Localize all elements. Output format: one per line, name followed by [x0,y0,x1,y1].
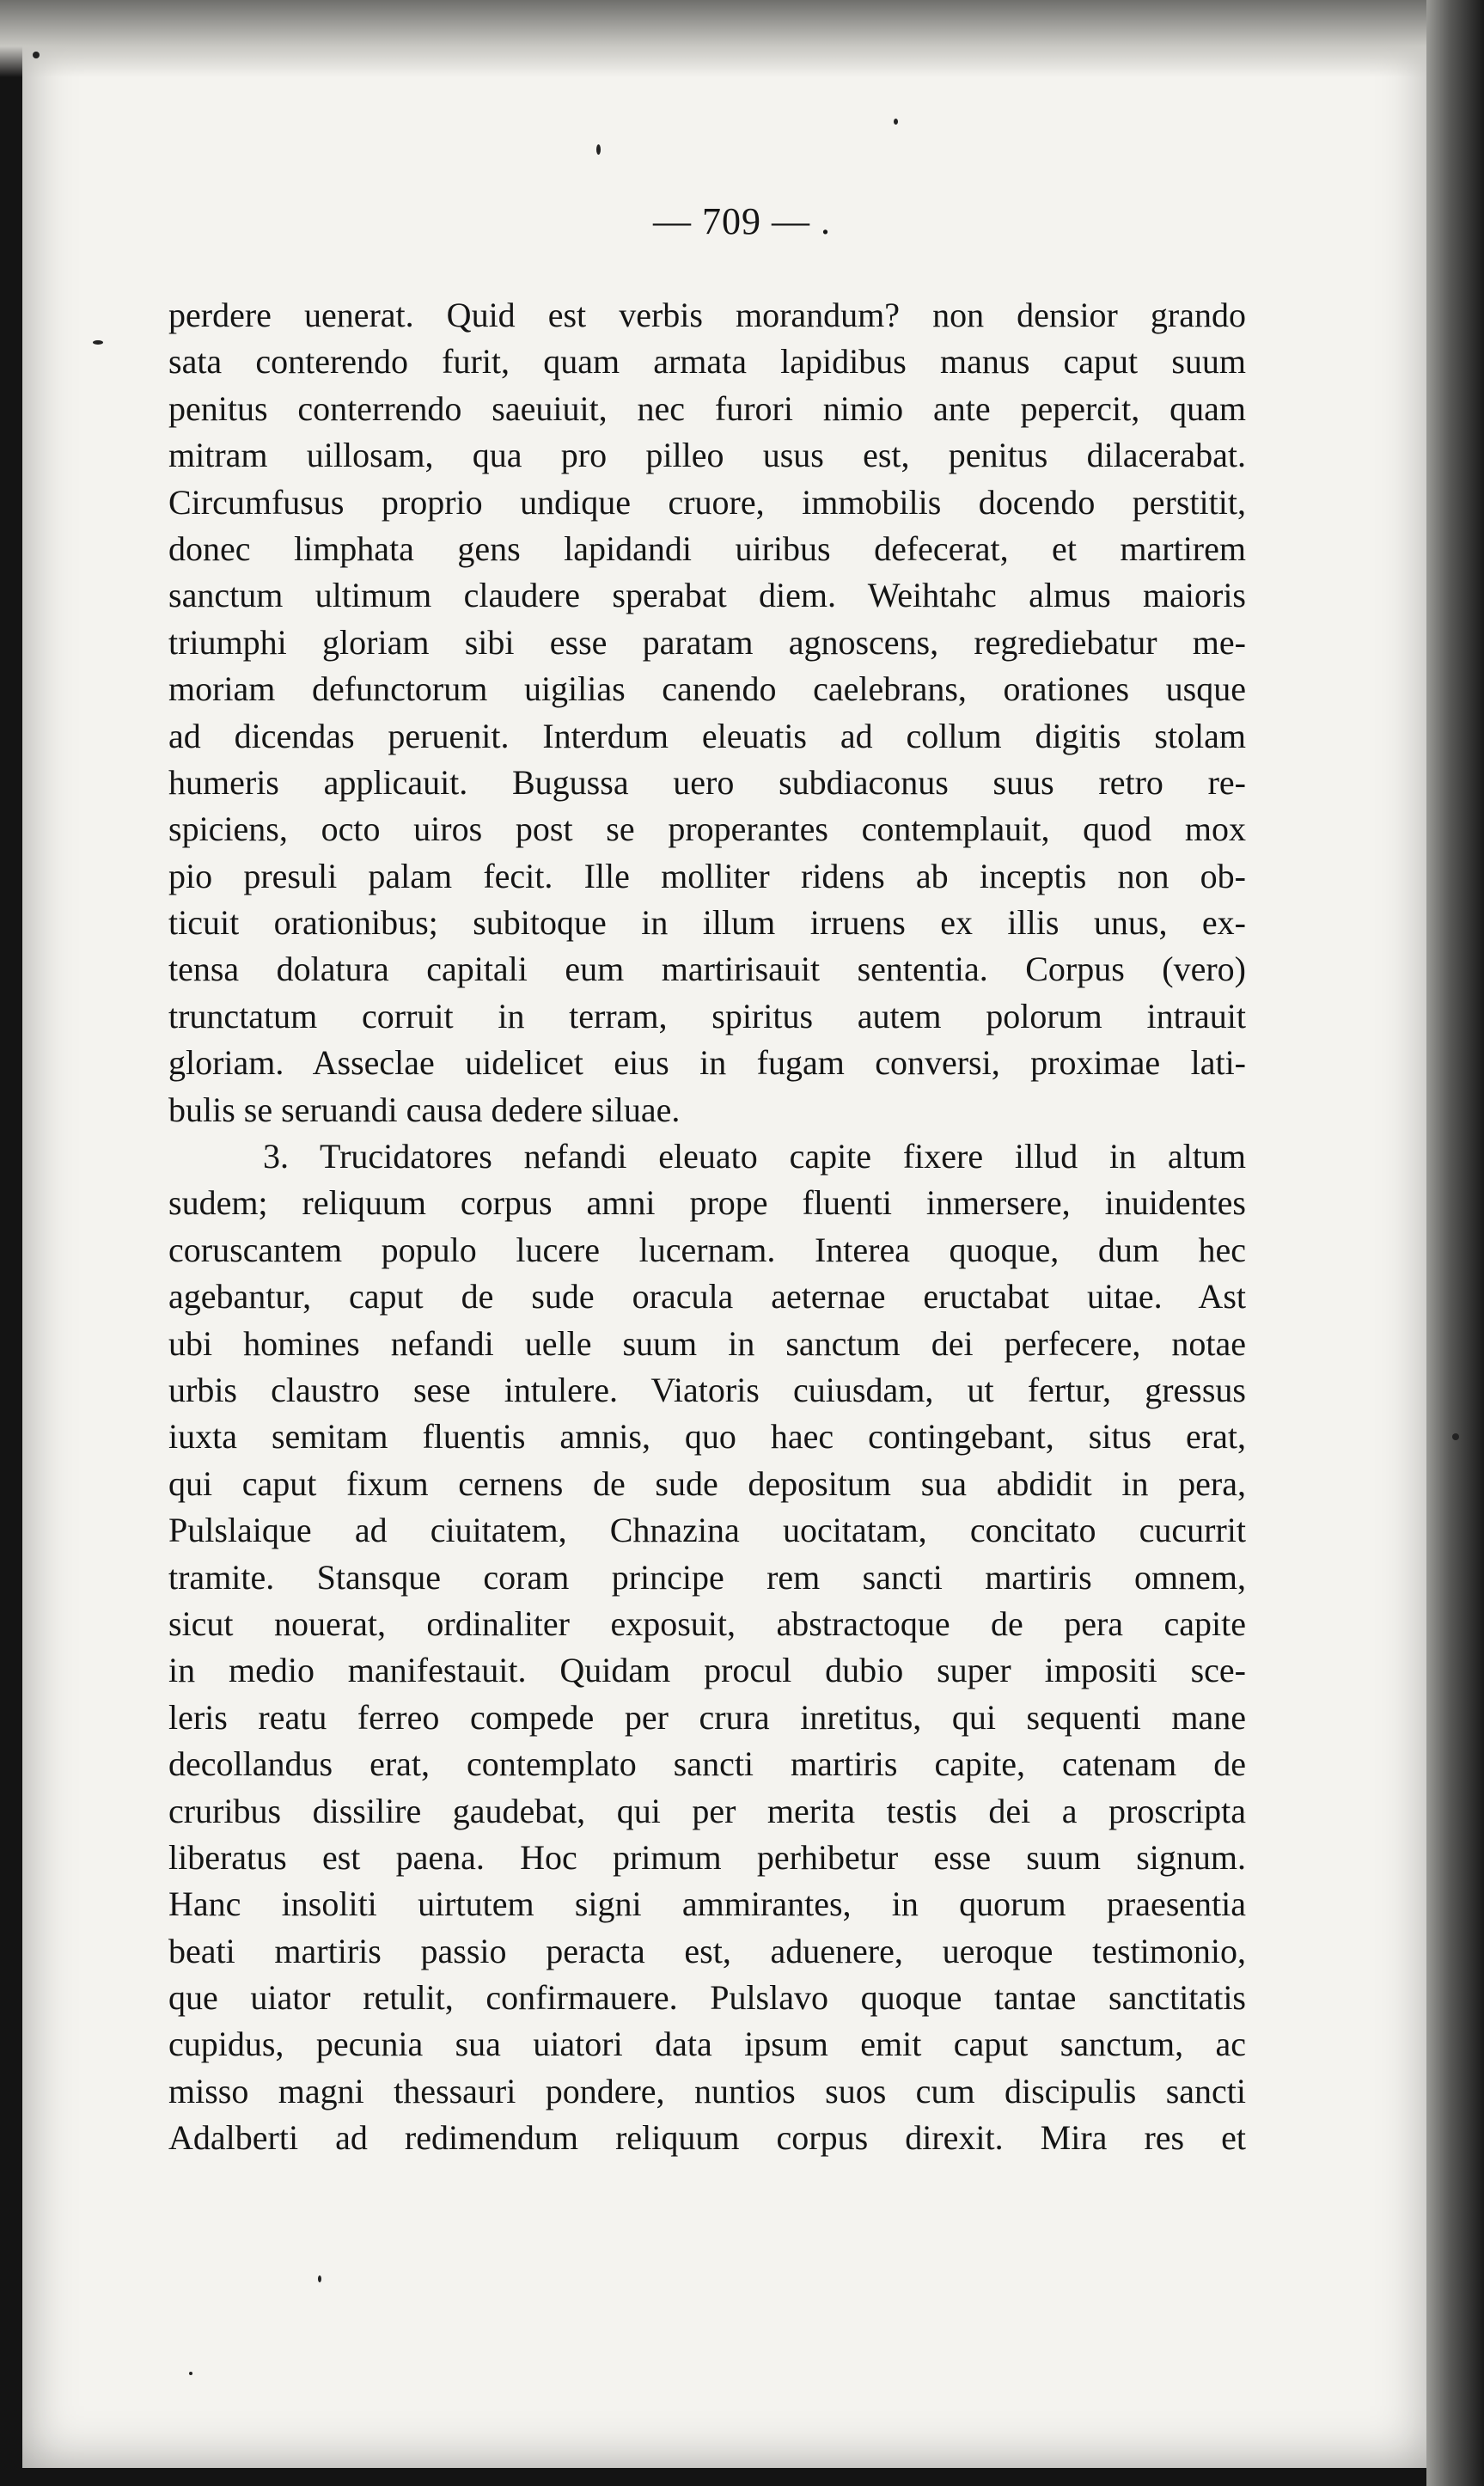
text-line: liberatus est paena. Hoc primum perhibetur esse suum signum. [168,1837,1246,1877]
text-line: coruscantem populo lucere lucernam. Interea quoque, dum hec [168,1230,1246,1269]
scan-speck [894,119,898,125]
text-line: cupidus, pecunia sua uiatori data ipsum emit caput sanctum, ac [168,2025,1246,2064]
scan-speck [1452,1433,1459,1440]
text-line: sanctum ultimum claudere sperabat diem. Weihtahc almus maioris [168,576,1246,615]
text-line: penitus conterrendo saeuiuit, nec furori nimio ante pepercit, quam [168,388,1246,428]
page-binding-edge [1426,0,1484,2486]
text-line: in medio manifestauit. Quidam procul dubio super impositi sce- [168,1651,1246,1690]
text-line: pio presuli palam fecit. Ille molliter ridens ab inceptis non ob- [168,856,1246,895]
text-line: ad dicendas peruenit. Interdum eleuatis ad collum digitis stolam [168,716,1246,755]
text-line: ticuit orationibus; subitoque in illum irruens ex illis unus, ex- [168,903,1246,943]
paragraph-end-line: bulis se seruandi causa dedere siluae. [168,1090,681,1129]
text-line: sata conterendo furit, quam armata lapidibus manus caput suum [168,342,1246,382]
scan-speck [596,144,601,155]
text-line: misso magni thessauri pondere, nuntios suos cum discipulis sancti [168,2071,1246,2110]
text-line: mitram uillosam, qua pro pilleo usus est, penitus dilacerabat. [168,436,1246,475]
text-line: sicut nouerat, ordinaliter exposuit, abstractoque de pera capite [168,1603,1246,1643]
text-line: urbis claustro sese intulere. Viatoris cuiusdam, ut fertur, gressus [168,1370,1246,1409]
text-line: beati martiris passio peracta est, aduenere, ueroque testimonio, [168,1931,1246,1970]
text-line: que uiator retulit, confirmauere. Pulslavo quoque tantae sanctitatis [168,1978,1246,2018]
text-line: ubi homines nefandi uelle suum in sanctum dei perfecere, notae [168,1323,1246,1363]
text-line: donec limphata gens lapidandi uiribus defecerat, et martirem [168,528,1246,568]
page-number: — 709 — . [653,200,831,242]
text-line: decollandus erat, contemplato sancti martiris capite, catenam de [168,1744,1246,1784]
scan-speck [318,2275,321,2282]
text-line: tensa dolatura capitali eum martirisauit sententia. Corpus (vero) [168,950,1246,989]
scan-top-shadow [0,0,1484,77]
text-line: triumphi gloriam sibi esse paratam agnoscens, regrediebatur me- [168,622,1246,662]
text-line: Circumfusus proprio undique cruore, immobilis docendo perstitit, [168,482,1246,522]
text-line: agebantur, caput de sude oracula aeternae eructabat uitae. Ast [168,1277,1246,1316]
text-line: gloriam. Asseclae uidelicet eius in fugam conversi, proximae lati- [168,1043,1246,1083]
text-line: Adalberti ad redimendum reliquum corpus direxit. Mira res et [168,2118,1246,2158]
text-line: humeris applicauit. Bugussa uero subdiaconus suus retro re- [168,762,1246,802]
text-line: trunctatum corruit in terram, spiritus autem polorum intrauit [168,996,1246,1035]
text-line: qui caput fixum cernens de sude depositum sua abdidit in pera, [168,1463,1246,1503]
text-line: iuxta semitam fluentis amnis, quo haec contingebant, situs erat, [168,1417,1246,1457]
text-line: Hanc insoliti uirtutem signi ammirantes, in quorum praesentia [168,1884,1246,1924]
scan-speck [189,2372,192,2375]
scan-speck [33,52,40,58]
text-line: moriam defunctorum uigilias canendo caelebrans, orationes usque [168,669,1246,709]
text-line: tramite. Stansque coram principe rem sancti martiris omnem, [168,1557,1246,1597]
text-line: spiciens, octo uiros post se properantes contemplauit, quod mox [168,809,1246,849]
body-text [168,292,1246,2162]
text-line: sudem; reliquum corpus amni prope fluenti inmersere, inuidentes [168,1183,1246,1223]
text-line: leris reatu ferreo compede per crura inretitus, qui sequenti mane [168,1697,1246,1737]
section-3-start-line: 3. Trucidatores nefandi eleuato capite fixere illud in altum [263,1137,1246,1176]
scan-speck [93,340,103,345]
text-line: cruribus dissilire gaudebat, qui per merita testis dei a proscripta [168,1791,1246,1830]
text-line: perdere uenerat. Quid est verbis morandum? non densior grando [168,296,1246,334]
text-line: Pulslaique ad ciuitatem, Chnazina uocitatam, concitato cucurrit [168,1511,1246,1550]
